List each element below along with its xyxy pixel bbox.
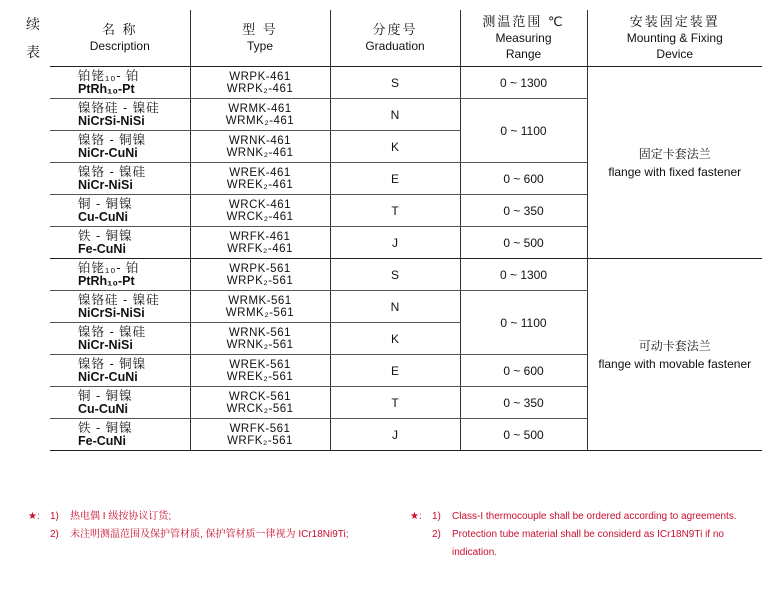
cell-description <box>50 99 190 131</box>
type-code: WRPK₂-561 <box>226 274 294 287</box>
mounting-movable-en: flange with movable fastener <box>598 356 752 371</box>
star-icon: ★: <box>410 511 422 522</box>
cell-range: 0 ~ 1300 <box>460 259 587 291</box>
type-code: WRMK₂-461 <box>225 114 295 127</box>
cell-description <box>50 227 190 259</box>
cell-description <box>50 259 190 291</box>
name-en: NiCr-NiSi <box>78 177 133 192</box>
name-en: Cu-CuNi <box>78 401 128 416</box>
name-en: Cu-CuNi <box>78 209 128 224</box>
cell-mounting-movable <box>587 259 762 451</box>
cell-type <box>190 419 330 451</box>
header-description-en: Description <box>89 39 150 53</box>
type-code: WRMK-461 <box>228 102 292 115</box>
header-range-en2: Range <box>505 47 542 61</box>
cell-graduation: J <box>330 227 460 259</box>
type-code: WRNK-461 <box>228 134 292 147</box>
cell-range: 0 ~ 1300 <box>460 67 587 99</box>
cell-range: 0 ~ 1100 <box>460 99 587 163</box>
mounting-movable-cn: 可动卡套法兰 <box>638 338 711 353</box>
note-item <box>28 508 408 526</box>
cell-graduation: T <box>330 195 460 227</box>
cell-graduation: J <box>330 419 460 451</box>
type-code: WRCK-561 <box>228 390 292 403</box>
note-item <box>28 526 408 544</box>
notes-english <box>410 508 770 562</box>
name-cn: 铁 - 铜镍 <box>78 228 133 243</box>
type-code: WRPK-461 <box>229 70 291 83</box>
name-cn: 镍铬 - 镍硅 <box>78 164 147 179</box>
cell-type <box>190 99 330 131</box>
header-graduation <box>330 10 460 67</box>
name-en: NiCr-CuNi <box>78 369 138 384</box>
cell-mounting-fixed <box>587 67 762 259</box>
cell-description <box>50 355 190 387</box>
table-row <box>50 259 762 291</box>
header-range-en1: Measuring <box>495 31 552 45</box>
note-text: Protection tube material shall be considerd as ICr18N9Ti if no indication. <box>452 529 724 558</box>
type-code: WRMK₂-561 <box>225 306 295 319</box>
cell-graduation: K <box>330 131 460 163</box>
name-en: Fe-CuNi <box>78 241 126 256</box>
type-code: WRFK₂-461 <box>227 242 293 255</box>
type-code: WREK₂-461 <box>226 178 294 191</box>
type-code: WRNK-561 <box>228 326 292 339</box>
header-type-en: Type <box>246 39 273 53</box>
cell-graduation: T <box>330 387 460 419</box>
cell-description <box>50 291 190 323</box>
name-cn: 铂铑₁₀- 铂 <box>78 68 140 83</box>
header-measuring-range <box>460 10 587 67</box>
type-code: WREK-561 <box>229 358 291 371</box>
note-number: 2) <box>432 529 441 540</box>
note-number: 2) <box>50 529 59 540</box>
cell-description <box>50 419 190 451</box>
cell-graduation: S <box>330 259 460 291</box>
name-en: NiCrSi-NiSi <box>78 113 145 128</box>
cell-description <box>50 387 190 419</box>
note-item <box>410 526 770 562</box>
header-mounting-en1: Mounting & Fixing <box>626 31 723 45</box>
header-graduation-en: Graduation <box>365 39 425 53</box>
type-code: WRPK₂-461 <box>226 82 294 95</box>
cell-type <box>190 291 330 323</box>
name-cn: 铁 - 铜镍 <box>78 420 133 435</box>
header-graduation-cn: 分度号 <box>372 22 418 37</box>
cell-range: 0 ~ 1100 <box>460 291 587 355</box>
name-en: PtRh₁₀-Pt <box>78 81 135 96</box>
cell-range: 0 ~ 600 <box>460 163 587 195</box>
cell-type <box>190 67 330 99</box>
type-code: WREK-461 <box>229 166 291 179</box>
continued-label-char: 续 <box>26 16 40 32</box>
header-mounting-en2: Device <box>656 47 694 61</box>
name-cn: 镍铬 - 铜镍 <box>78 132 147 147</box>
thermocouple-spec-table <box>50 10 762 451</box>
type-code: WRFK₂-561 <box>227 434 293 447</box>
type-code: WRCK₂-561 <box>226 402 294 415</box>
cell-graduation: E <box>330 163 460 195</box>
note-number: 1) <box>50 511 59 522</box>
cell-graduation: N <box>330 99 460 131</box>
table-row <box>50 67 762 99</box>
cell-type <box>190 323 330 355</box>
name-cn: 铂铑₁₀- 铂 <box>78 260 140 275</box>
header-mounting-cn: 安装固定装置 <box>629 14 720 29</box>
continued-label-char: 表 <box>26 44 40 60</box>
cell-graduation: K <box>330 323 460 355</box>
header-description-cn: 名 称 <box>101 22 138 37</box>
name-en: NiCrSi-NiSi <box>78 305 145 320</box>
note-item <box>410 508 770 526</box>
cell-description <box>50 163 190 195</box>
cell-type <box>190 259 330 291</box>
continued-label <box>26 10 42 66</box>
cell-type <box>190 387 330 419</box>
cell-range: 0 ~ 350 <box>460 387 587 419</box>
star-icon: ★: <box>28 511 40 522</box>
cell-range: 0 ~ 600 <box>460 355 587 387</box>
name-cn: 镍铬 - 镍硅 <box>78 324 147 339</box>
note-text: Class-I thermocouple shall be ordered according to agreements. <box>452 511 737 522</box>
type-code: WRNK₂-461 <box>226 146 294 159</box>
type-code: WRCK₂-461 <box>226 210 294 223</box>
cell-description <box>50 323 190 355</box>
cell-type <box>190 355 330 387</box>
cell-type <box>190 131 330 163</box>
header-range-cn: 测温范围 ℃ <box>482 14 565 29</box>
name-cn: 铜 - 铜镍 <box>78 388 133 403</box>
type-code: WRFK-461 <box>229 230 291 243</box>
name-en: NiCr-CuNi <box>78 145 138 160</box>
cell-graduation: N <box>330 291 460 323</box>
header-type-cn: 型 号 <box>242 22 278 37</box>
note-text: 未注明测温范围及保护管材质, 保护管材质一律视为 ICr18Ni9Ti; <box>70 529 349 540</box>
notes-chinese <box>28 508 408 544</box>
cell-range: 0 ~ 500 <box>460 419 587 451</box>
cell-range: 0 ~ 500 <box>460 227 587 259</box>
name-cn: 镍铬硅 - 镍硅 <box>78 292 160 307</box>
type-code: WREK₂-561 <box>226 370 294 383</box>
name-cn: 镍铬 - 铜镍 <box>78 356 147 371</box>
cell-graduation: E <box>330 355 460 387</box>
name-cn: 铜 - 铜镍 <box>78 196 133 211</box>
header-description <box>50 10 190 67</box>
header-mounting <box>587 10 762 67</box>
name-en: PtRh₁₀-Pt <box>78 273 135 288</box>
note-number: 1) <box>432 511 441 522</box>
mounting-fixed-en: flange with fixed fastener <box>608 164 742 179</box>
cell-graduation: S <box>330 67 460 99</box>
cell-type <box>190 227 330 259</box>
type-code: WRCK-461 <box>228 198 292 211</box>
cell-type <box>190 195 330 227</box>
cell-type <box>190 163 330 195</box>
type-code: WRFK-561 <box>229 422 291 435</box>
table-header-row <box>50 10 762 67</box>
cell-range: 0 ~ 350 <box>460 195 587 227</box>
cell-description <box>50 195 190 227</box>
name-en: NiCr-NiSi <box>78 337 133 352</box>
note-text: 热电偶 I 级按协议订货; <box>70 511 172 522</box>
header-type <box>190 10 330 67</box>
type-code: WRNK₂-561 <box>226 338 294 351</box>
type-code: WRPK-561 <box>229 262 291 275</box>
cell-description <box>50 67 190 99</box>
name-cn: 镍铬硅 - 镍硅 <box>78 100 160 115</box>
cell-description <box>50 131 190 163</box>
name-en: Fe-CuNi <box>78 433 126 448</box>
type-code: WRMK-561 <box>228 294 292 307</box>
mounting-fixed-cn: 固定卡套法兰 <box>638 146 711 161</box>
